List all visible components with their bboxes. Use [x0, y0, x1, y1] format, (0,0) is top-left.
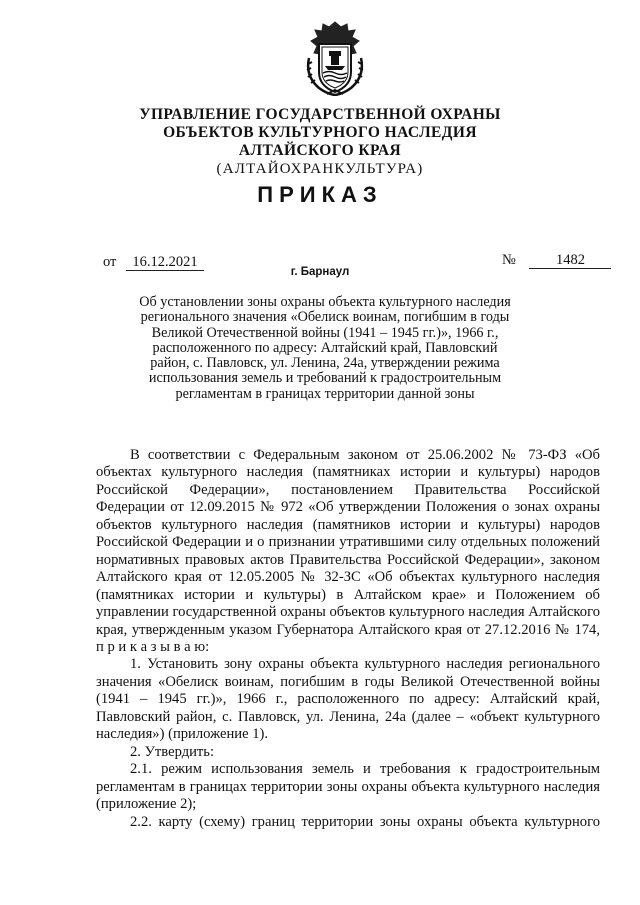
organization-name — [60, 106, 580, 178]
subject-line: расположенного по адресу: Алтайский край, Павловский — [152, 339, 498, 356]
item-2-1-paragraph: 2.1. режим использования земель и требования к градостроительным регламентам в границах территории зоны охраны объекта культурного наследия (приложение 2); — [96, 761, 600, 813]
subject-line: Великой Отечественной войны (1941 – 1945 гг.)», 1966 г., — [151, 324, 499, 341]
number-value: 1482 — [529, 253, 611, 269]
subject-line: регионального значения «Обелиск воинам, погибшим в годы — [140, 309, 510, 326]
subject-line: район, с. Павловск, ул. Ленина, 24а, утверждении режима — [150, 355, 500, 372]
order-body — [96, 447, 600, 831]
number-prefix: № — [502, 252, 516, 268]
item-1-paragraph: 1. Установить зону охраны объекта культурного наследия регионального значения «Обелиск воинам, погибшим в годы Великой Отечественной войны (1941 – 1945 гг.)», 1966 г., расположенного по адресу: Алтайский край, Павловский район, с. Павловск, ул. Ленина, 24а (далее – «объект культурного наследия») (приложение 1). — [96, 656, 600, 743]
subject-line: использования земель и требований к градостроительным — [148, 370, 502, 387]
subject-line: Об установлении зоны охраны объекта культурного наследия — [139, 294, 511, 310]
preamble-paragraph: В соответствии с Федеральным законом от 25.06.2002 № 73-ФЗ «Об объектах культурного наследия (памятниках истории и культуры) народов Российской Федерации», постановлением Правительства Российской Федерации от 12.09.2015 № 972 «Об утверждении Положения о зонах охраны объектов культурного наследия (памятников истории и культуры) народов Российской Федерации и о признании утратившими силу отдельных положений нормативных правовых актов Правительства Российской Федерации», законом Алтайского края от 12.05.2005 № 32-ЗС «Об объектах культурного наследия (памятниках истории и культуры) в Алтайском крае» и Положением об управлении государственной охраны объектов культурного наследия Алтайского края, утвержденным указом Губернатора Алтайского края от 27.12.2016 № 174, п р и к а з ы в а ю: — [96, 447, 600, 655]
order-subject — [130, 295, 520, 402]
city-label: г. Барнаул — [290, 266, 350, 278]
item-2-paragraph: 2. Утвердить: — [130, 743, 215, 760]
org-name-line-2: ОБЪЕКТОВ КУЛЬТУРНОГО НАСЛЕДИЯ — [163, 124, 477, 141]
org-name-line-3: АЛТАЙСКОГО КРАЯ — [238, 142, 402, 159]
date-prefix: от — [103, 254, 117, 270]
org-short-name: (АЛТАЙОХРАНКУЛЬТУРА) — [216, 161, 424, 177]
subject-line: регламентам в границах территории данной зоны — [175, 385, 475, 402]
date-value: 16.12.2021 — [126, 255, 204, 271]
org-name-line-1: УПРАВЛЕНИЕ ГОСУДАРСТВЕННОЙ ОХРАНЫ — [139, 106, 501, 123]
item-2-2-paragraph: 2.2. карту (схему) границ территории зоны охраны объекта культурного — [130, 813, 600, 830]
document-type-title: ПРИКАЗ — [257, 182, 383, 207]
coat-of-arms-icon — [301, 18, 369, 96]
